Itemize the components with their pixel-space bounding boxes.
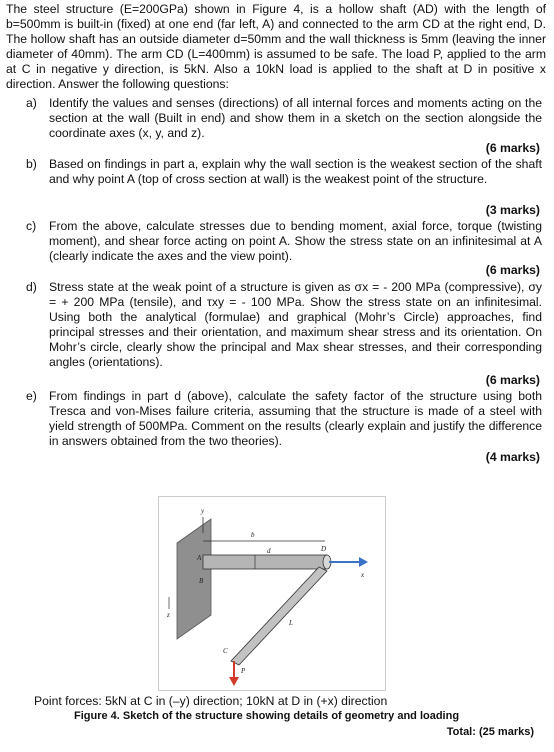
question-e: [26, 389, 542, 449]
marks-b: (3 marks): [485, 203, 540, 217]
question-text: Identify the values and senses (directions) of all internal forces and moments acting on the section at the wall (Built in end) and show them in a sketch on the section alongside the coordinate axes (x, y, and z).: [49, 96, 542, 140]
total-marks: Total: (25 marks): [446, 726, 534, 738]
label-y: y: [201, 507, 205, 515]
question-text: From findings in part d (above), calculate the safety factor of the structure using both Tresca and von-Mises failure criteria, assuming that the structure is made of a steel with yield strength of 500MPa. Comment on the results (clearly explain and justify the difference in answers obtained from the two theories).: [49, 389, 542, 448]
label-d: d: [267, 547, 271, 555]
arm-cd: [231, 567, 327, 665]
force-d-arrowhead: [359, 557, 368, 567]
label-d-point: D: [321, 545, 327, 553]
hollow-shaft: [203, 555, 327, 569]
question-text: Based on findings in part a, explain why the wall section is the weakest section of the shaft and why point A (top of cross section at wall) is the weakest point of the structure.: [49, 157, 542, 186]
label-p: P: [241, 667, 246, 675]
question-label: c): [26, 219, 37, 233]
marks-d: (6 marks): [485, 373, 540, 387]
problem-statement: The steel structure (E=200GPa) shown in Figure 4, is a hollow shaft (AD) with the length of b=500mm is built-in (fixed) at one end (far left, A) and connected to the arm CD at the right end, D. The hollow shaft has an outside diameter d=50mm and the wall thickness is 5mm (leaving the inner diameter of 40mm). The arm CD (L=400mm) is assumed to be safe. The load P, applied to the arm at C in negative y direction, is 5kN. Also a 10kN load is applied to the shaft at D in positive x direction. Answer the following questions:: [6, 2, 546, 91]
question-d: [26, 280, 542, 370]
label-x: x: [361, 571, 365, 579]
force-p-arrowhead: [229, 677, 239, 686]
question-a: [26, 96, 542, 141]
question-label: b): [26, 157, 37, 171]
question-label: a): [26, 96, 37, 110]
structure-figure: [158, 496, 386, 691]
marks-a: (6 marks): [485, 141, 540, 155]
label-z: z: [167, 611, 170, 619]
question-label: d): [26, 280, 37, 294]
question-c: [26, 219, 542, 264]
marks-e: (4 marks): [485, 450, 540, 464]
label-l: L: [289, 619, 293, 627]
question-text: From the above, calculate stresses due to bending moment, axial force, torque (twisting moment), and shear force acting on point A. Show the stress state on an infinitesimal at A (clearly indicate the axes and the view point).: [49, 219, 542, 263]
label-a: A: [197, 554, 202, 562]
forces-caption: Point forces: 5kN at C in (–y) direction; 10kN at D in (+x) direction: [34, 694, 388, 708]
question-text: Stress state at the weak point of a structure is given as σx = - 200 MPa (compressive), σy = + 200 MPa (tensile), and τxy = - 100 MPa. Show the stress state on an infinitesimal. Using both the analytical (formulae) and graphical (Mohr’s Circle) approaches, find principal stresses and their orientation, and maximum shear stress and its orientation. On Mohr’s circle, clearly show the principal and Max shear stresses, and their corresponding angles (orientations).: [49, 280, 542, 369]
wall: [177, 519, 211, 639]
figure-caption: Figure 4. Sketch of the structure showing details of geometry and loading: [74, 710, 460, 722]
label-c: C: [223, 647, 228, 655]
label-b: b: [251, 531, 255, 539]
structure-sketch: [159, 497, 385, 690]
label-b-point: B: [199, 577, 204, 585]
marks-c: (6 marks): [485, 263, 540, 277]
question-label: e): [26, 389, 37, 403]
question-b: [26, 157, 542, 187]
